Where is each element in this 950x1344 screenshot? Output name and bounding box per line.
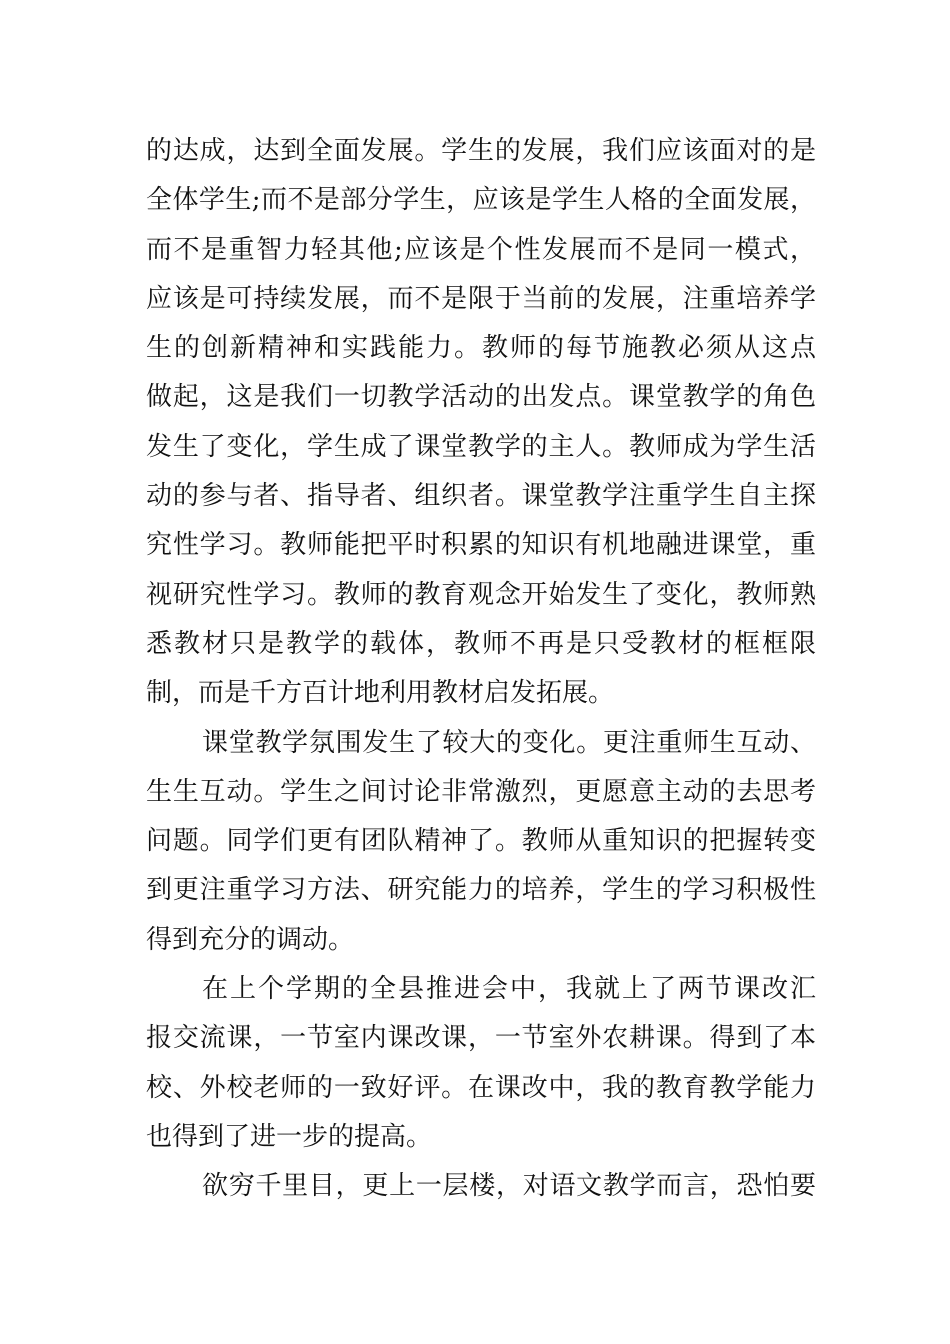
text-line: 欲穷千里目，更上一层楼，对语文教学而言，恐怕要 xyxy=(202,1171,816,1202)
paragraph-2 xyxy=(146,719,816,965)
text-line: 校、外校老师的一致好评。在课改中，我的教育教学能力 xyxy=(146,1072,816,1103)
text-line: 也得到了进一步的提高。 xyxy=(146,1121,433,1152)
text-line: 报交流课，一节室内课改课，一节室外农耕课。得到了本 xyxy=(146,1023,816,1054)
text-line: 得到充分的调动。 xyxy=(146,924,355,955)
text-line: 应该是可持续发展，而不是限于当前的发展，注重培养学 xyxy=(146,283,816,314)
text-line: 悉教材只是教学的载体，教师不再是只受教材的框框限 xyxy=(146,628,816,659)
text-line: 动的参与者、指导者、组织者。课堂教学注重学生自主探 xyxy=(146,481,816,512)
text-line: 制，而是千方百计地利用教材启发拓展。 xyxy=(146,678,615,709)
text-line: 而不是重智力轻其他;应该是个性发展而不是同一模式， xyxy=(146,234,816,265)
paragraph-3 xyxy=(146,965,816,1162)
text-line: 到更注重学习方法、研究能力的培养，学生的学习积极性 xyxy=(146,875,816,906)
text-line: 做起，这是我们一切教学活动的出发点。课堂教学的角色 xyxy=(146,382,816,413)
paragraph-1 xyxy=(146,127,816,719)
text-line: 课堂教学氛围发生了较大的变化。更注重师生互动、 xyxy=(202,727,816,758)
text-line: 在上个学期的全县推进会中，我就上了两节课改汇 xyxy=(202,974,816,1005)
text-line: 究性学习。教师能把平时积累的知识有机地融进课堂，重 xyxy=(146,530,816,561)
text-line: 全体学生;而不是部分学生，应该是学生人格的全面发展， xyxy=(146,185,816,216)
text-line: 发生了变化，学生成了课堂教学的主人。教师成为学生活 xyxy=(146,431,816,462)
text-line: 视研究性学习。教师的教育观念开始发生了变化，教师熟 xyxy=(146,579,816,610)
text-line: 生的创新精神和实践能力。教师的每节施教必须从这点 xyxy=(146,333,816,364)
text-line: 生生互动。学生之间讨论非常激烈，更愿意主动的去思考 xyxy=(146,776,816,807)
text-line: 问题。同学们更有团队精神了。教师从重知识的把握转变 xyxy=(146,826,816,857)
text-line: 的达成，达到全面发展。学生的发展，我们应该面对的是 xyxy=(146,136,816,166)
body-text xyxy=(146,127,816,1212)
paragraph-4 xyxy=(146,1162,816,1211)
